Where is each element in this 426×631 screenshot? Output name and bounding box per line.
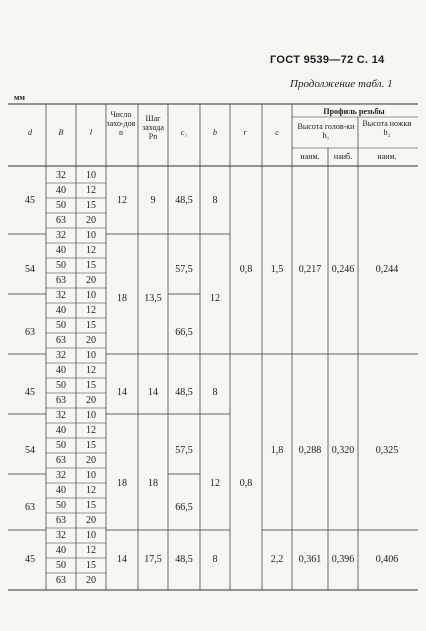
d-value: 45 <box>25 195 35 206</box>
col-header-c: c <box>275 128 279 137</box>
B-value: 32 <box>56 410 66 421</box>
c1-value: 48,5 <box>175 195 193 206</box>
n-value: 18 <box>117 293 127 304</box>
col-header-c1: c₁ <box>180 128 188 137</box>
n-value: 12 <box>117 195 127 206</box>
col-header-b: b <box>213 128 217 137</box>
B-value: 63 <box>56 395 66 406</box>
h2-value: 0,325 <box>375 445 399 456</box>
B-value: 32 <box>56 470 66 481</box>
table-continuation-label: Продолжение табл. 1 <box>290 78 393 90</box>
col-header-profile: Профиль резьбы <box>323 107 385 116</box>
l-value: 10 <box>86 230 96 241</box>
l-value: 10 <box>86 290 96 301</box>
B-value: 63 <box>56 275 66 286</box>
col-header-l: l <box>89 128 93 137</box>
l-value: 12 <box>86 305 96 316</box>
c-value: 2,2 <box>270 554 284 565</box>
col-header-d: d <box>28 128 32 137</box>
l-value: 15 <box>86 560 96 571</box>
l-value: 20 <box>86 335 96 346</box>
h1-max-value: 0,396 <box>331 554 355 565</box>
h1-min-value: 0,217 <box>298 264 322 275</box>
B-value: 32 <box>56 290 66 301</box>
B-value: 63 <box>56 575 66 586</box>
l-value: 12 <box>86 245 96 256</box>
l-value: 12 <box>86 425 96 436</box>
col-header-n: Число захо-дов n <box>106 110 136 137</box>
unit-label: мм <box>14 93 25 102</box>
d-value: 45 <box>25 387 35 398</box>
h1-max-value: 0,246 <box>331 264 355 275</box>
B-value: 50 <box>56 380 66 391</box>
l-value: 15 <box>86 260 96 271</box>
c1-value: 57,5 <box>175 445 193 456</box>
l-value: 20 <box>86 395 96 406</box>
l-value: 15 <box>86 440 96 451</box>
B-value: 40 <box>56 305 66 316</box>
c-value: 1,5 <box>270 264 284 275</box>
b-value: 8 <box>212 195 218 206</box>
col-header-h1-max: наиб. <box>333 152 353 161</box>
l-value: 20 <box>86 515 96 526</box>
l-value: 10 <box>86 530 96 541</box>
l-value: 15 <box>86 500 96 511</box>
P-value: 17,5 <box>144 554 162 565</box>
d-value: 54 <box>25 264 35 275</box>
standard-number: ГОСТ 9539—72 С. 14 <box>270 54 385 66</box>
B-value: 40 <box>56 545 66 556</box>
B-value: 63 <box>56 215 66 226</box>
col-header-h2: Высота ножки h₂ <box>362 119 412 137</box>
B-value: 40 <box>56 365 66 376</box>
col-header-r: r <box>243 128 247 137</box>
c-value: 1,8 <box>270 445 284 456</box>
c1-value: 66,5 <box>175 327 193 338</box>
n-value: 14 <box>117 554 127 565</box>
B-value: 63 <box>56 335 66 346</box>
B-value: 40 <box>56 425 66 436</box>
c1-value: 66,5 <box>175 502 193 513</box>
col-header-P: Шаг захода Pn <box>142 114 164 141</box>
B-value: 32 <box>56 530 66 541</box>
b-value: 8 <box>212 387 218 398</box>
col-header-h2-min: наим. <box>377 152 397 161</box>
l-value: 12 <box>86 365 96 376</box>
P-value: 13,5 <box>144 293 162 304</box>
h1-min-value: 0,288 <box>298 445 322 456</box>
d-value: 63 <box>25 327 35 338</box>
b-value: 8 <box>212 554 218 565</box>
l-value: 12 <box>86 545 96 556</box>
h1-max-value: 0,320 <box>331 445 355 456</box>
col-header-h1-min: наим. <box>300 152 320 161</box>
B-value: 63 <box>56 515 66 526</box>
B-value: 40 <box>56 245 66 256</box>
d-value: 45 <box>25 554 35 565</box>
b-value: 12 <box>210 478 220 489</box>
B-value: 40 <box>56 185 66 196</box>
B-value: 50 <box>56 440 66 451</box>
h2-value: 0,406 <box>375 554 399 565</box>
P-value: 9 <box>150 195 156 206</box>
l-value: 10 <box>86 470 96 481</box>
l-value: 15 <box>86 380 96 391</box>
l-value: 12 <box>86 485 96 496</box>
r-value: 0,8 <box>239 264 253 275</box>
B-value: 40 <box>56 485 66 496</box>
c1-value: 57,5 <box>175 264 193 275</box>
n-value: 14 <box>117 387 127 398</box>
h1-min-value: 0,361 <box>298 554 322 565</box>
B-value: 32 <box>56 170 66 181</box>
B-value: 50 <box>56 260 66 271</box>
b-value: 12 <box>210 293 220 304</box>
P-value: 18 <box>148 478 158 489</box>
B-value: 50 <box>56 200 66 211</box>
h2-value: 0,244 <box>375 264 399 275</box>
l-value: 20 <box>86 455 96 466</box>
l-value: 20 <box>86 275 96 286</box>
d-value: 63 <box>25 502 35 513</box>
l-value: 10 <box>86 170 96 181</box>
n-value: 18 <box>117 478 127 489</box>
B-value: 50 <box>56 320 66 331</box>
r-value: 0,8 <box>239 478 253 489</box>
l-value: 20 <box>86 575 96 586</box>
P-value: 14 <box>148 387 158 398</box>
col-header-B: B <box>58 128 64 137</box>
col-header-h1: Высота голов-ки h₁ <box>297 122 355 140</box>
l-value: 15 <box>86 320 96 331</box>
B-value: 50 <box>56 560 66 571</box>
B-value: 50 <box>56 500 66 511</box>
l-value: 10 <box>86 350 96 361</box>
d-value: 54 <box>25 445 35 456</box>
l-value: 10 <box>86 410 96 421</box>
l-value: 12 <box>86 185 96 196</box>
c1-value: 48,5 <box>175 554 193 565</box>
B-value: 32 <box>56 350 66 361</box>
c1-value: 48,5 <box>175 387 193 398</box>
B-value: 63 <box>56 455 66 466</box>
l-value: 20 <box>86 215 96 226</box>
B-value: 32 <box>56 230 66 241</box>
l-value: 15 <box>86 200 96 211</box>
